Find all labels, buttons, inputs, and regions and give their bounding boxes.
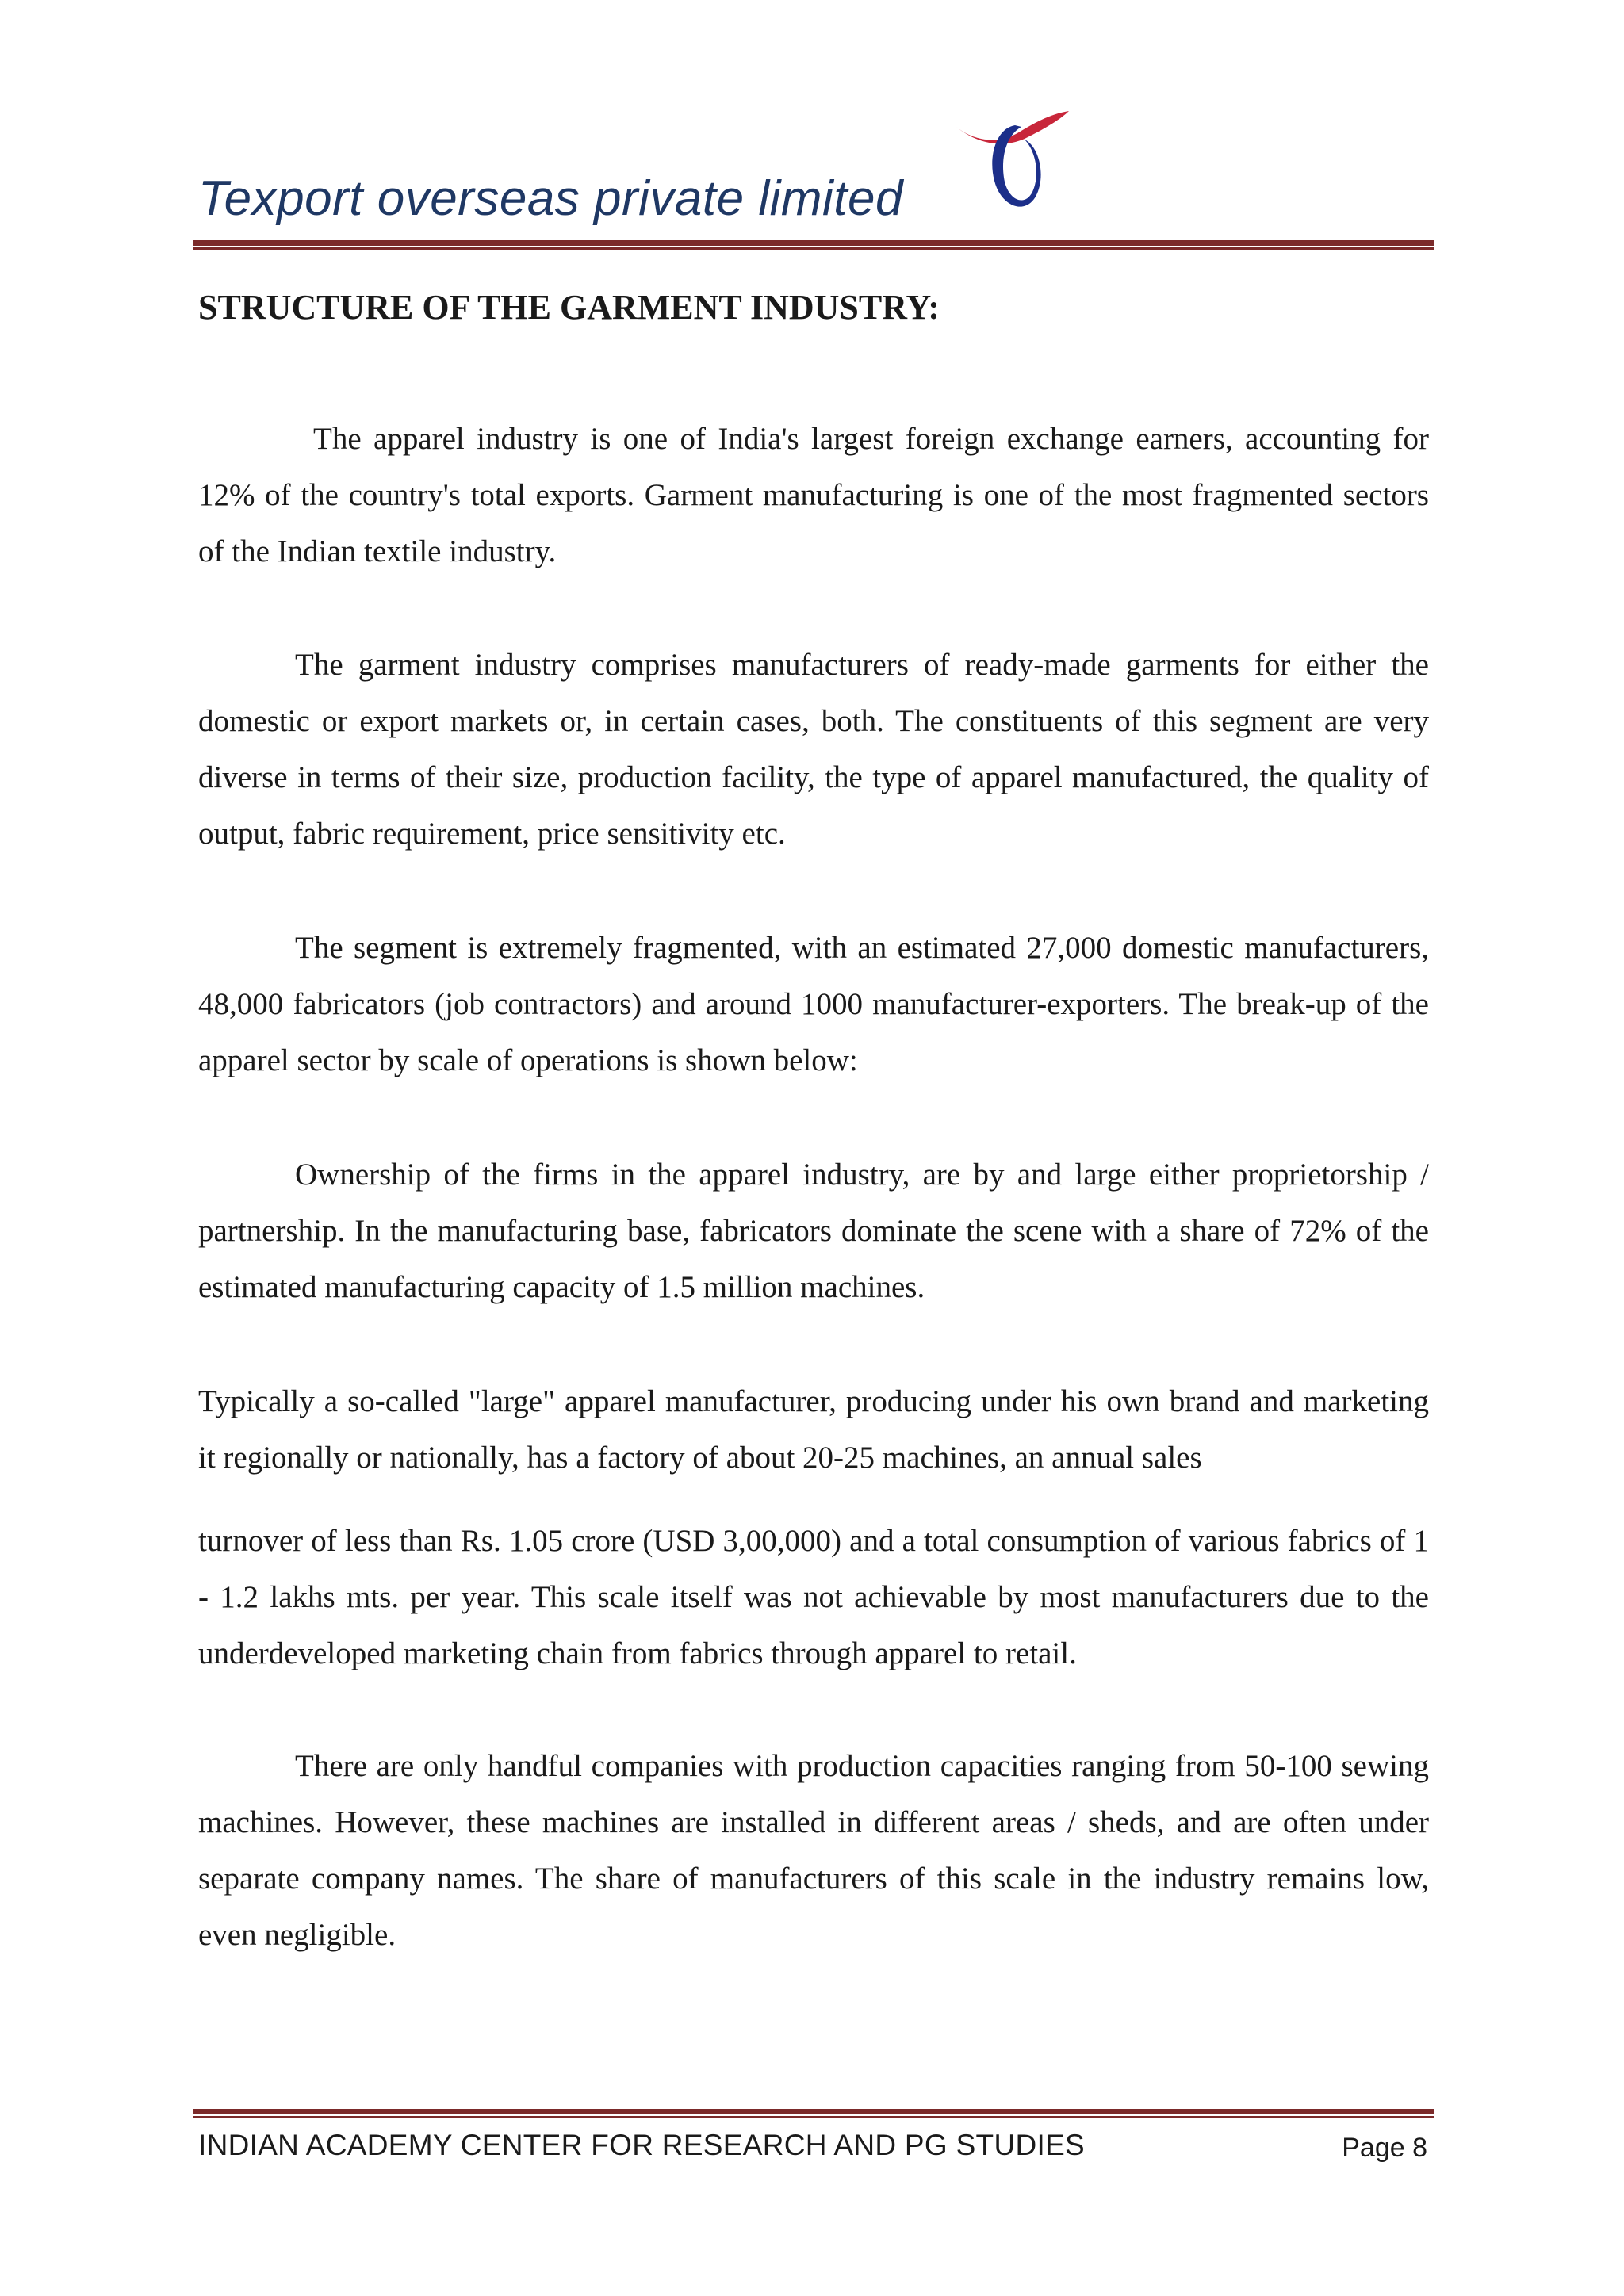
paragraph-2: The garment industry comprises manufacturers of ready-made garments for either the domestic or export markets or, in certain cases, both. The constituents of this segment are very diverse in terms of their size, production facility, the type of apparel manufactured, the quality of output, fabric requirement, price sensitivity etc. [198,648,1429,851]
texport-logo-icon [942,95,1085,226]
paragraph-1: The apparel industry is one of India's largest foreign exchange earners, accounting for 12% of the country's total exports. Garment manufacturing is one of the most fragmented sectors of the Indian textile industry. [198,422,1429,568]
footer-rule [193,2109,1434,2118]
paragraph-4: Ownership of the firms in the apparel industry, are by and large either proprietorship / partnership. In the manufacturing base, fabricators dominate the scene with a share of 72% of the estimated manufacturing capacity of 1.5 million machines. [198,1158,1429,1304]
paragraph-6: turnover of less than Rs. 1.05 crore (USD 3,00,000) and a total consumption of various fabrics of 1 - 1.2 lakhs mts. per year. This scale itself was not achievable by most manufacturers due to the underdeveloped marketing chain from fabrics through apparel to retail. [198,1524,1429,1670]
page-number: Page 8 [1342,2133,1427,2163]
page-header [198,170,1434,250]
company-name: Texport overseas private limited [198,171,903,226]
paragraph-3: The segment is extremely fragmented, with an estimated 27,000 domestic manufacturers, 48,000 fabricators (job contractors) and around 1000 manufacturer-exporters. The break-up of the apparel sector by scale of operations is shown below: [198,931,1429,1077]
paragraph-5: Typically a so-called "large" apparel manufacturer, producing under his own brand and marketing it regionally or nationally, has a factory of about 20-25 machines, an annual sales [198,1384,1429,1475]
section-title: STRUCTURE OF THE GARMENT INDUSTRY: [198,288,940,327]
header-rule [193,240,1434,250]
footer-institution: INDIAN ACADEMY CENTER FOR RESEARCH AND PG STUDIES [198,2129,1086,2161]
paragraph-7: There are only handful companies with production capacities ranging from 50-100 sewing machines. However, these machines are installed in different areas / sheds, and are often under separate company names. The share of manufacturers of this scale in the industry remains low, even negligible. [198,1749,1429,1952]
